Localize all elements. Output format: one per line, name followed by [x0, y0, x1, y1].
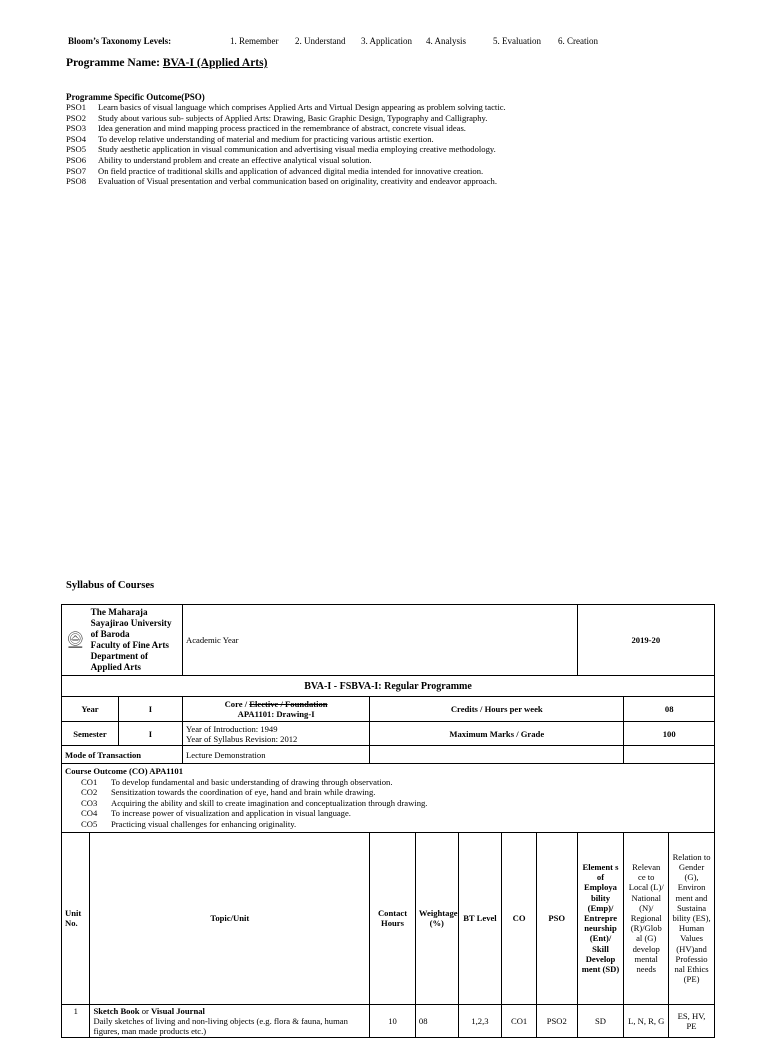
header-weightage: Weightage (%)	[415, 832, 458, 1004]
pso-text: Learn basics of visual language which comprises Applied Arts and Virtual Design appearing as problem solving tactic.	[98, 102, 506, 112]
co-text: Practicing visual challenges for enhancing originality.	[111, 818, 297, 829]
mode-value: Lecture Demonstration	[183, 746, 370, 764]
pso-item	[66, 102, 506, 113]
co-item	[65, 787, 711, 798]
credits-value: 08	[624, 697, 715, 722]
core-label: Core /	[224, 698, 248, 709]
row-contact: 10	[370, 1004, 416, 1038]
academic-year-label: Academic Year	[183, 605, 578, 676]
pso-item	[66, 144, 506, 155]
co-code: CO1	[81, 776, 98, 787]
row-topic-or: or	[139, 1005, 152, 1016]
semester-row	[62, 722, 715, 746]
blooms-level-5: 5. Evaluation	[493, 36, 541, 46]
blooms-taxonomy-line	[0, 36, 768, 50]
course-outcome-row	[62, 764, 715, 833]
faculty-name: Faculty of Fine Arts	[90, 640, 170, 650]
pso-list	[66, 102, 506, 187]
course-outcome-cell	[62, 764, 715, 833]
row-topic-text: Daily sketches of living and non-living objects (e.g. flora & fauna, human figures, man made products etc.)	[93, 1015, 348, 1036]
co-text: Acquiring the ability and skill to create imagination and conceptualization through drawing.	[111, 797, 428, 808]
row-relevance: L, N, R, G	[624, 1004, 669, 1038]
semester-label: Semester	[62, 722, 119, 746]
pso-code: PSO4	[66, 133, 87, 144]
university-cell	[62, 605, 183, 676]
row-topic-title-a: Sketch Book	[93, 1005, 140, 1016]
pso-code: PSO8	[66, 176, 87, 187]
year-label: Year	[62, 697, 119, 722]
blooms-level-1: 1. Remember	[230, 36, 279, 46]
pso-code: PSO1	[66, 102, 87, 112]
pso-text: Study aesthetic application in visual communication and advertising visual media employing creative methodology.	[98, 144, 496, 155]
row-weightage: 08	[415, 1004, 458, 1038]
row-employability: SD	[577, 1004, 624, 1038]
syllabus-table	[61, 604, 715, 1038]
header-university-row	[62, 605, 715, 676]
header-pso: PSO	[536, 832, 577, 1004]
pso-code: PSO3	[66, 123, 87, 134]
row-unit: 1	[62, 1004, 90, 1038]
revision-year: Year of Syllabus Revision: 2012	[186, 733, 298, 744]
co-item	[65, 808, 711, 819]
row-topic	[90, 1004, 370, 1038]
marks-label: Maximum Marks / Grade	[370, 722, 624, 746]
semester-value: I	[118, 722, 182, 746]
row-topic-title-b: Visual Journal	[151, 1005, 205, 1016]
blooms-level-3: 3. Application	[361, 36, 412, 46]
co-code: CO5	[81, 818, 98, 829]
header-relation: Relation to Gender (G), Environ ment and Sustaina bility (ES), Human Values (HV)and Professio nal Ethics (PE)	[669, 832, 715, 1004]
year-value: I	[118, 697, 182, 722]
header-bt: BT Level	[458, 832, 502, 1004]
header-employability: Element s of Employa bility (Emp)/ Entrepre neurship (Ent)/ Skill Develop ment (SD)	[577, 832, 624, 1004]
pso-item	[66, 123, 506, 134]
programme-row	[62, 676, 715, 697]
mode-row	[62, 746, 715, 764]
core-course-cell	[183, 697, 370, 722]
pso-item	[66, 166, 506, 177]
pso-text: Evaluation of Visual presentation and verbal communication based on originality, creativity and endeavor approach.	[98, 176, 497, 187]
pso-text: To develop relative understanding of material and medium for practicing various artistic exertion.	[98, 133, 434, 144]
blooms-level-6: 6. Creation	[558, 36, 598, 46]
header-unit: Unit No.	[62, 832, 90, 1004]
blooms-level-2: 2. Understand	[295, 36, 346, 46]
header-relevance: Relevan ce to Local (L)/ National (N)/ Regional (R)/Glob al (G) develop mental needs	[624, 832, 669, 1004]
pso-item	[66, 113, 506, 124]
column-header-row	[62, 832, 715, 1004]
year-info-cell	[183, 722, 370, 746]
syllabus-title: Syllabus of Courses	[66, 580, 155, 591]
co-item	[65, 798, 711, 809]
department-name: Department of Applied Arts	[90, 651, 149, 672]
year-row	[62, 697, 715, 722]
co-text: Sensitization towards the coordination of eye, hand and brain while drawing.	[111, 787, 376, 798]
pso-code: PSO7	[66, 165, 87, 176]
pso-text: Ability to understand problem and create an effective analytical visual solution.	[98, 154, 372, 165]
co-text: To develop fundamental and basic understanding of drawing through observation.	[111, 776, 393, 787]
co-code: CO2	[81, 787, 98, 798]
programme-value: BVA-I (Applied Arts)	[162, 57, 268, 69]
intro-year: Year of Introduction: 1949	[186, 723, 278, 734]
pso-code: PSO5	[66, 144, 87, 155]
pso-code: PSO2	[66, 112, 87, 123]
pso-text: Idea generation and mind mapping process practiced in the remembrance of abstract, concrete visual ideas.	[98, 123, 466, 134]
pso-item	[66, 155, 506, 166]
pso-code: PSO6	[66, 154, 87, 165]
marks-value: 100	[624, 722, 715, 746]
course-code: APA1101: Drawing-I	[237, 709, 315, 719]
pso-item	[66, 176, 506, 187]
mode-empty-1	[370, 746, 624, 764]
co-text: To increase power of visualization and application in visual language.	[111, 808, 351, 819]
row-pso: PSO2	[536, 1004, 577, 1038]
pso-text: On field practice of traditional skills and application of advanced digital media intended for innovative creation.	[98, 165, 484, 176]
table-row	[62, 1004, 715, 1038]
university-name: The Maharaja Sayajirao University of Baroda	[90, 607, 172, 639]
co-code: CO3	[81, 797, 98, 808]
row-relation: ES, HV, PE	[669, 1004, 715, 1038]
co-title: Course Outcome (CO) APA1101	[65, 766, 183, 776]
row-co: CO1	[502, 1004, 537, 1038]
co-item	[65, 819, 711, 830]
row-bt: 1,2,3	[458, 1004, 502, 1038]
blooms-label: Bloom’s Taxonomy Levels:	[68, 36, 172, 46]
header-co: CO	[502, 832, 537, 1004]
credits-label: Credits / Hours per week	[370, 697, 624, 722]
co-item	[65, 777, 711, 788]
pso-text: Study about various sub- subjects of Applied Arts: Drawing, Basic Graphic Design, Typography and Calligraphy.	[98, 112, 488, 123]
header-topic: Topic/Unit	[90, 832, 370, 1004]
mode-empty-2	[624, 746, 715, 764]
pso-title: Programme Specific Outcome(PSO)	[66, 92, 205, 102]
elective-label: Elective / Foundation	[249, 698, 328, 709]
programme-name	[66, 57, 267, 69]
co-code: CO4	[81, 808, 98, 819]
blooms-level-4: 4. Analysis	[426, 36, 467, 46]
university-seal-icon	[64, 621, 87, 659]
programme-label: Programme Name:	[66, 57, 160, 69]
pso-item	[66, 134, 506, 145]
programme-row-cell: BVA-I - FSBVA-I: Regular Programme	[62, 676, 715, 697]
header-contact: Contact Hours	[370, 832, 416, 1004]
academic-year-value: 2019-20	[577, 605, 714, 676]
mode-label: Mode of Transaction	[62, 746, 183, 764]
